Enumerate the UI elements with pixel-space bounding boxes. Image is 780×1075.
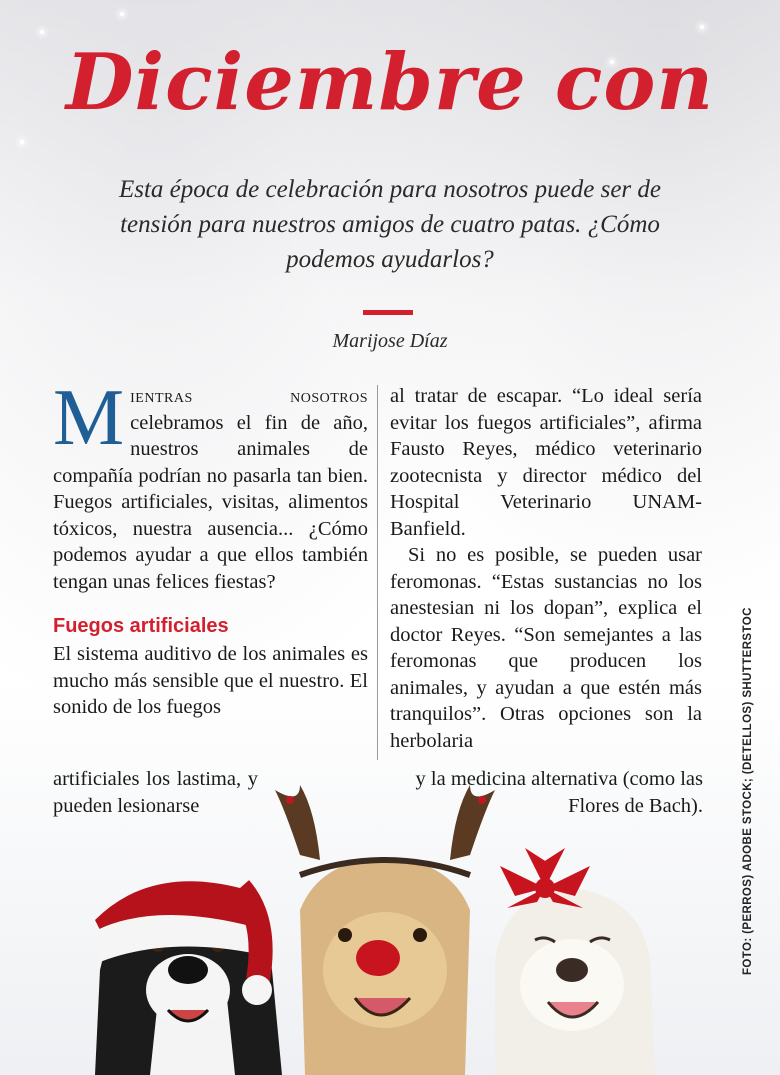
dogs-photo <box>0 770 780 1075</box>
sparkle <box>120 12 124 16</box>
photo-credit: FOTO: (PERROS) ADOBE STOCK; (DETELLOS) SHUTTERSTOC <box>742 607 754 975</box>
subhead: Fuegos artificiales <box>53 615 229 637</box>
headline: Diciembre con <box>65 37 715 128</box>
right-paragraph-2-tail: y la medicina alternativa (como las Flores de Bach). <box>415 768 703 817</box>
red-rule <box>363 310 413 315</box>
article-column-right <box>390 383 702 754</box>
article-column-left <box>53 374 368 721</box>
paragraph-2-tail: artificiales los lastima, y pueden lesionarse <box>53 768 258 817</box>
paragraph-2: El sistema auditivo de los animales es mucho más sensible que el nuestro. El sonido de los fuegos <box>53 643 368 718</box>
right-paragraph-2: Si no es posible, se pueden usar feromonas. “Estas sustancias no los anestesian ni los dopan”, explica el doctor Reyes. “Son semejantes a las feromonas que producen los animales, y ayudan a que estén más tranquilos”. Otras opciones son la herbolaria <box>390 544 702 752</box>
lead-paragraph <box>53 374 368 595</box>
right-paragraph-1: al tratar de escapar. “Lo ideal sería evitar los fuegos artificiales”, afirma Fausto Reyes, médico veterinario zootecnista y director médico del Hospital Veterinario UNAM-Banfield. <box>390 385 702 540</box>
column-divider <box>377 385 378 760</box>
deck: Esta época de celebración para nosotros puede ser de tensión para nuestros amigos de cuatro patas. ¿Cómo podemos ayudarlos? <box>118 176 662 273</box>
drop-cap: M <box>53 374 125 462</box>
byline: Marijose Díaz <box>332 330 448 352</box>
lead-text: celebramos el fin de año, nuestros animales de compañía podrían no pasarla tan bien. Fuegos artificiales, visitas, alimentos tóxicos, nuestra ausencia... ¿Cómo podemos ayudar a que ellos también tengan unas felices fiestas? <box>53 411 368 593</box>
lead-smallcaps: ientras nosotros <box>130 385 368 407</box>
sparkle <box>20 140 24 144</box>
dog-with-santa-hat <box>95 881 282 1075</box>
